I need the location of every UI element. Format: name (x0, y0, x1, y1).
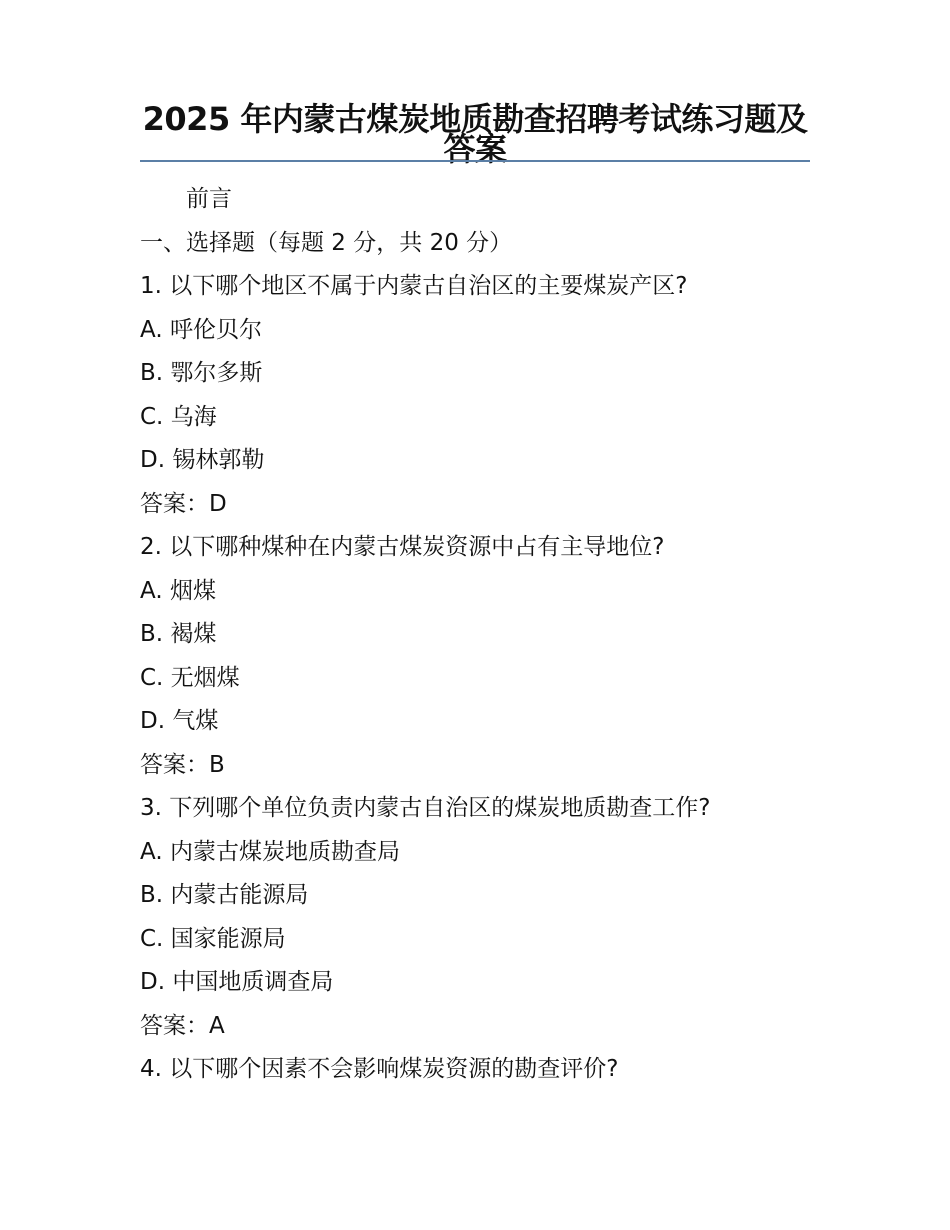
answer-line: 答案：B (140, 751, 225, 778)
option-a: A. 烟煤 (140, 577, 216, 604)
title-block (140, 100, 810, 168)
question-stem: 1. 以下哪个地区不属于内蒙古自治区的主要煤炭产区? (140, 273, 688, 299)
question-stem: 3. 下列哪个单位负责内蒙古自治区的煤炭地质勘查工作? (140, 795, 711, 821)
option-c: C. 无烟煤 (140, 664, 240, 691)
option-c: C. 乌海 (140, 403, 217, 430)
page-title: 2025 年内蒙古煤炭地质勘查招聘考试练习题及答案 (142, 100, 808, 168)
preface-label: 前言 (186, 186, 232, 212)
answer-line: 答案：D (140, 490, 227, 517)
question-block (140, 1048, 840, 1092)
option-a: A. 呼伦贝尔 (140, 316, 262, 343)
option-b: B. 鄂尔多斯 (140, 360, 263, 386)
option-d: D. 锡林郭勒 (140, 447, 265, 473)
question-block (140, 526, 840, 787)
question-stem: 4. 以下哪个因素不会影响煤炭资源的勘查评价? (140, 1056, 619, 1082)
option-b: B. 内蒙古能源局 (140, 882, 309, 908)
document-body (140, 178, 840, 1092)
option-b: B. 褐煤 (140, 621, 217, 647)
option-a: A. 内蒙古煤炭地质勘查局 (140, 838, 400, 865)
question-block (140, 787, 840, 1048)
answer-line: 答案：A (140, 1012, 225, 1039)
option-d: D. 中国地质调查局 (140, 969, 334, 995)
section-heading: 一、选择题（每题 2 分，共 20 分） (140, 229, 513, 256)
option-c: C. 国家能源局 (140, 925, 286, 952)
question-stem: 2. 以下哪种煤种在内蒙古煤炭资源中占有主导地位? (140, 534, 665, 560)
title-underline (140, 160, 810, 162)
question-block (140, 265, 840, 526)
option-d: D. 气煤 (140, 708, 219, 734)
